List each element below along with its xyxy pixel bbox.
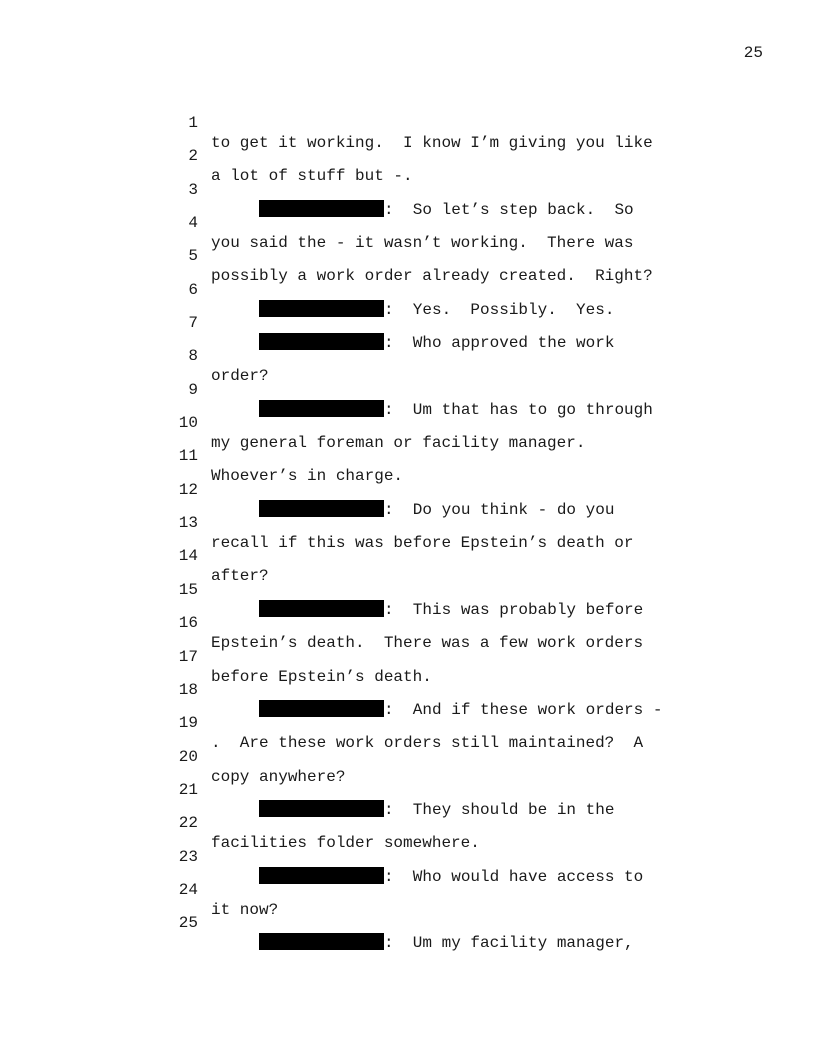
line-number: 9: [188, 380, 198, 399]
transcript-line: [0, 526, 816, 586]
line-text: order?: [211, 367, 269, 386]
transcript-line: [0, 593, 816, 653]
line-text: before Epstein’s death.: [211, 667, 432, 686]
transcript-line: [0, 727, 816, 786]
line-text: after?: [211, 567, 269, 586]
transcript-line: [0, 627, 816, 686]
transcript-line: [0, 360, 816, 419]
line-text: : Um my facility manager,: [384, 934, 634, 953]
line-text: : Who approved the work: [384, 334, 615, 353]
redacted-speaker-name: [259, 933, 384, 950]
line-text: to get it working. I know I’m giving you like: [211, 134, 653, 152]
transcript-line: [0, 293, 816, 353]
line-number: 17: [178, 647, 198, 666]
line-number: 18: [178, 680, 198, 699]
line-text: facilities folder somewhere.: [211, 834, 480, 853]
line-number: 6: [188, 280, 198, 299]
line-text: : And if these work orders -: [384, 700, 663, 719]
transcript-line: [0, 326, 816, 386]
line-number: 2: [188, 147, 198, 166]
line-text: : Um that has to go through: [384, 400, 653, 419]
line-number: 11: [178, 447, 198, 466]
line-text: recall if this was before Epstein’s death or: [211, 534, 634, 553]
line-text: : Who would have access to: [384, 867, 644, 886]
line-number: 7: [188, 314, 198, 333]
transcript-line: [0, 860, 816, 919]
line-number: 5: [188, 247, 198, 266]
line-text: a lot of stuff but -.: [211, 167, 413, 186]
line-number: 25: [178, 914, 198, 933]
line-text: . Are these work orders still maintained? A: [211, 734, 644, 753]
line-text: : They should be in the: [384, 800, 615, 819]
line-number: 1: [188, 114, 198, 132]
transcript-line: [0, 493, 816, 553]
line-number: 23: [178, 847, 198, 866]
line-text: copy anywhere?: [211, 767, 346, 786]
transcript-line: [0, 93, 816, 152]
transcript-line: [0, 160, 816, 219]
transcript-line: [0, 660, 816, 719]
line-number: 13: [178, 514, 198, 533]
line-number: 19: [178, 714, 198, 733]
line-text: : Do you think - do you: [384, 500, 615, 519]
line-number: 14: [178, 547, 198, 566]
line-text: it now?: [211, 900, 279, 919]
line-number: 10: [178, 414, 198, 433]
line-number: 8: [188, 347, 198, 366]
line-number: 21: [178, 780, 198, 799]
line-number: 3: [188, 180, 198, 199]
line-text: Whoever’s in charge.: [211, 467, 404, 486]
line-number: 22: [178, 814, 198, 833]
speaker-turn: [259, 933, 634, 953]
transcript-line: [0, 793, 816, 853]
transcript-line: [0, 893, 816, 953]
transcript-line: [0, 226, 816, 286]
line-text: my general foreman or facility manager.: [211, 434, 586, 453]
line-text: possibly a work order already created. Right?: [211, 267, 653, 286]
transcript-line: [0, 126, 816, 186]
transcript-line: [0, 460, 816, 519]
line-number: 20: [178, 747, 198, 766]
transcript-line: [0, 693, 816, 753]
line-number: 4: [188, 214, 198, 233]
line-text: : So let’s step back. So: [384, 200, 634, 219]
transcript-line: [0, 393, 816, 453]
line-number: 12: [178, 480, 198, 499]
transcript-body: [0, 93, 816, 953]
transcript-line: [0, 560, 816, 619]
line-number: 15: [178, 580, 198, 599]
transcript-line: [0, 260, 816, 319]
line-text: : This was probably before: [384, 600, 644, 619]
line-text: : Yes. Possibly. Yes.: [384, 300, 615, 319]
transcript-line: [0, 193, 816, 253]
line-number: 16: [178, 614, 198, 633]
transcript-line: [0, 827, 816, 886]
line-text: Epstein’s death. There was a few work orders: [211, 634, 644, 653]
line-text: you said the - it wasn’t working. There was: [211, 234, 634, 253]
transcript-line: [0, 760, 816, 819]
page-number: 25: [743, 44, 763, 62]
transcript-line: [0, 426, 816, 486]
line-number: 24: [178, 880, 198, 899]
